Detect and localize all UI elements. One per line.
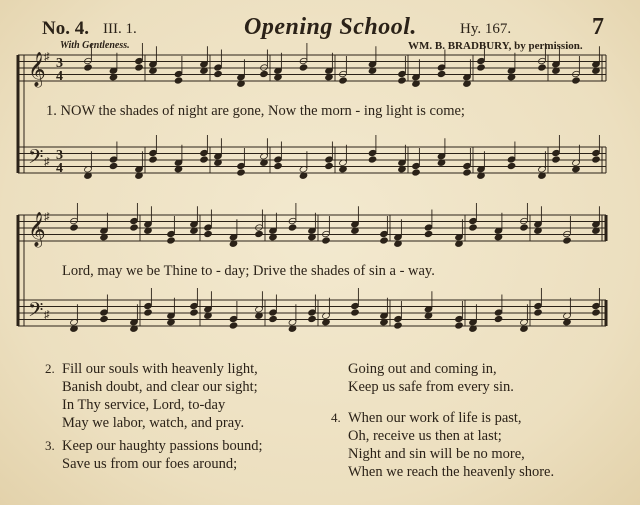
composer-credit: WM. B. BRADBURY, by permission. — [408, 40, 583, 52]
note-head — [380, 237, 389, 244]
sharp-icon: ♯ — [44, 51, 50, 63]
note-head — [552, 156, 561, 163]
note-head — [339, 77, 348, 84]
note-head — [204, 230, 213, 237]
verse-line: Banish doubt, and clear our sight; — [62, 379, 258, 395]
sharp-icon: ♯ — [44, 156, 50, 168]
note-head — [70, 224, 79, 231]
treble-clef: 𝄞 — [28, 212, 46, 247]
note-head — [84, 64, 93, 71]
note-head — [167, 237, 176, 244]
verse-3-continued — [348, 360, 514, 396]
verse-4 — [331, 409, 555, 481]
hymn-reference: Hy. 167. — [460, 21, 512, 37]
note-head — [144, 309, 153, 316]
note-head — [190, 309, 199, 316]
verse-line: Save us from our foes around; — [62, 456, 238, 472]
treble-clef: 𝄞 — [28, 52, 46, 87]
verse-number: 2. — [45, 361, 55, 376]
note-head — [592, 156, 601, 163]
note-head — [394, 322, 403, 329]
sharp-icon: ♯ — [44, 211, 50, 223]
verse-line: Keep us safe from every sin. — [348, 379, 514, 395]
verse-line: May we labor, watch, and pray. — [62, 415, 245, 431]
verse-number: 3. — [45, 438, 55, 453]
note-head — [214, 70, 223, 77]
note-head — [494, 315, 503, 322]
time-signature-top: 3 — [56, 148, 63, 163]
bass-clef: 𝄢 — [28, 145, 44, 173]
note-head — [269, 315, 278, 322]
note-head — [351, 309, 360, 316]
note-head — [325, 162, 334, 169]
verse-line: Going out and coming in, — [348, 361, 497, 377]
note-head — [563, 237, 572, 244]
note-head — [174, 77, 183, 84]
verse-3 — [45, 437, 263, 473]
time-signature-bottom: 4 — [56, 161, 63, 176]
note-head — [592, 309, 601, 316]
verse-line: When we reach the heavenly shore. — [348, 464, 555, 480]
note-head — [534, 309, 543, 316]
bass-clef: 𝄢 — [28, 298, 44, 326]
note-head — [237, 169, 246, 176]
note-head — [437, 70, 446, 77]
verse-line: Night and sin will be no more, — [348, 446, 525, 462]
hymn-title: Opening School. — [244, 14, 417, 40]
verse-line: Oh, receive us then at last; — [348, 428, 502, 444]
note-head — [100, 315, 109, 322]
note-head — [412, 169, 421, 176]
verse-line: When our work of life is past, — [348, 410, 522, 426]
note-head — [572, 77, 581, 84]
note-head — [455, 322, 464, 329]
meter-label: III. 1. — [103, 21, 137, 37]
note-head — [255, 230, 264, 237]
page-number: 7 — [592, 14, 604, 40]
note-head — [130, 224, 139, 231]
lyrics-line-1: 1. NOW the shades of night are gone, Now the morn - ing light is come; — [46, 103, 465, 119]
sharp-icon: ♯ — [44, 309, 50, 321]
note-head — [477, 64, 486, 71]
verse-line: Keep our haughty passions bound; — [62, 438, 263, 454]
note-head — [520, 224, 529, 231]
note-head — [229, 322, 238, 329]
note-head — [424, 230, 433, 237]
note-head — [274, 162, 283, 169]
verse-number: 4. — [331, 410, 341, 425]
verse-line: Fill our souls with heavenly light, — [62, 361, 258, 377]
note-head — [368, 156, 377, 163]
note-head — [463, 169, 472, 176]
verse-2 — [45, 360, 258, 432]
note-head — [288, 224, 297, 231]
note-head — [260, 70, 269, 77]
note-head — [538, 64, 547, 71]
time-signature-bottom: 4 — [56, 69, 63, 84]
note-head — [308, 315, 317, 322]
note-head — [507, 162, 516, 169]
hymn-number: No. 4. — [42, 18, 89, 39]
verse-line: In Thy service, Lord, to-day — [62, 397, 226, 413]
note-head — [469, 224, 478, 231]
lyrics-line-2: Lord, may we be Thine to - day; Drive the shades of sin a - way. — [62, 263, 435, 279]
note-head — [398, 77, 407, 84]
note-head — [200, 156, 209, 163]
time-signature-top: 3 — [56, 56, 63, 71]
tempo-marking: With Gentleness. — [60, 40, 130, 51]
note-head — [135, 64, 144, 71]
note-head — [322, 237, 331, 244]
note-head — [109, 162, 118, 169]
note-head — [299, 64, 308, 71]
note-head — [149, 156, 158, 163]
